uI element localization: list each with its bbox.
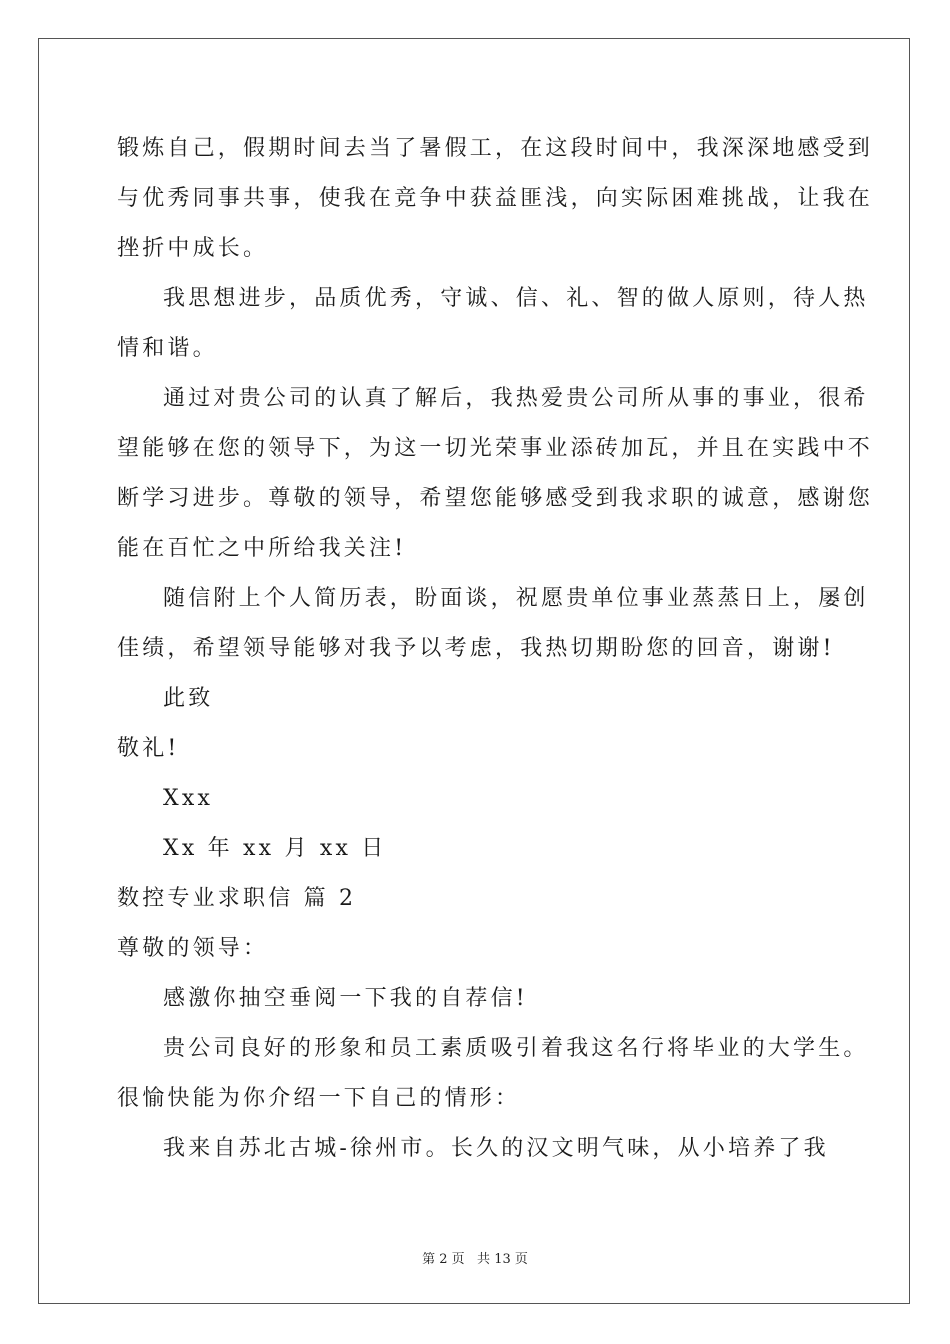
text-line: 很愉快能为你介绍一下自己的情形：: [117, 1086, 521, 1111]
signature-date: Xx 年 xx 月 xx 日: [163, 836, 387, 861]
text-line: 情和谐。: [117, 336, 218, 361]
text-line: 贵公司良好的形象和员工素质吸引着我这名行将毕业的大学生。: [163, 1036, 869, 1061]
closing-salutation: 此致: [163, 686, 214, 711]
text-line: 通过对贵公司的认真了解后，我热爱贵公司所从事的事业，很希: [163, 386, 869, 411]
text-line: 我思想进步，品质优秀，守诚、信、礼、智的做人原则，待人热: [163, 286, 869, 311]
greeting: 尊敬的领导：: [117, 936, 269, 961]
text-line: 能在百忙之中所给我关注!: [117, 536, 407, 561]
text-line: 佳绩，希望领导能够对我予以考虑，我热切期盼您的回音，谢谢!: [117, 636, 835, 661]
section-heading: 数控专业求职信 篇 2: [117, 886, 357, 911]
page-number-footer: 第 2 页 共 13 页: [422, 1252, 528, 1267]
page-border: [38, 38, 910, 1304]
text-line: 挫折中成长。: [117, 236, 269, 261]
text-line: 锻炼自己，假期时间去当了暑假工，在这段时间中，我深深地感受到: [117, 136, 874, 161]
text-line: 断学习进步。尊敬的领导，希望您能够感受到我求职的诚意，感谢您: [117, 486, 874, 511]
text-line: 随信附上个人简历表，盼面谈，祝愿贵单位事业蒸蒸日上，屡创: [163, 586, 869, 611]
text-line: 我来自苏北古城-徐州市。长久的汉文明气味，从小培养了我: [163, 1136, 829, 1161]
text-line: 望能够在您的领导下，为这一切光荣事业添砖加瓦，并且在实践中不: [117, 436, 874, 461]
closing-regards: 敬礼!: [117, 736, 180, 761]
text-line: 感激你抽空垂阅一下我的自荐信!: [163, 986, 528, 1011]
signature-name: Xxx: [163, 786, 214, 811]
text-line: 与优秀同事共事，使我在竞争中获益匪浅，向实际困难挑战，让我在: [117, 186, 874, 211]
